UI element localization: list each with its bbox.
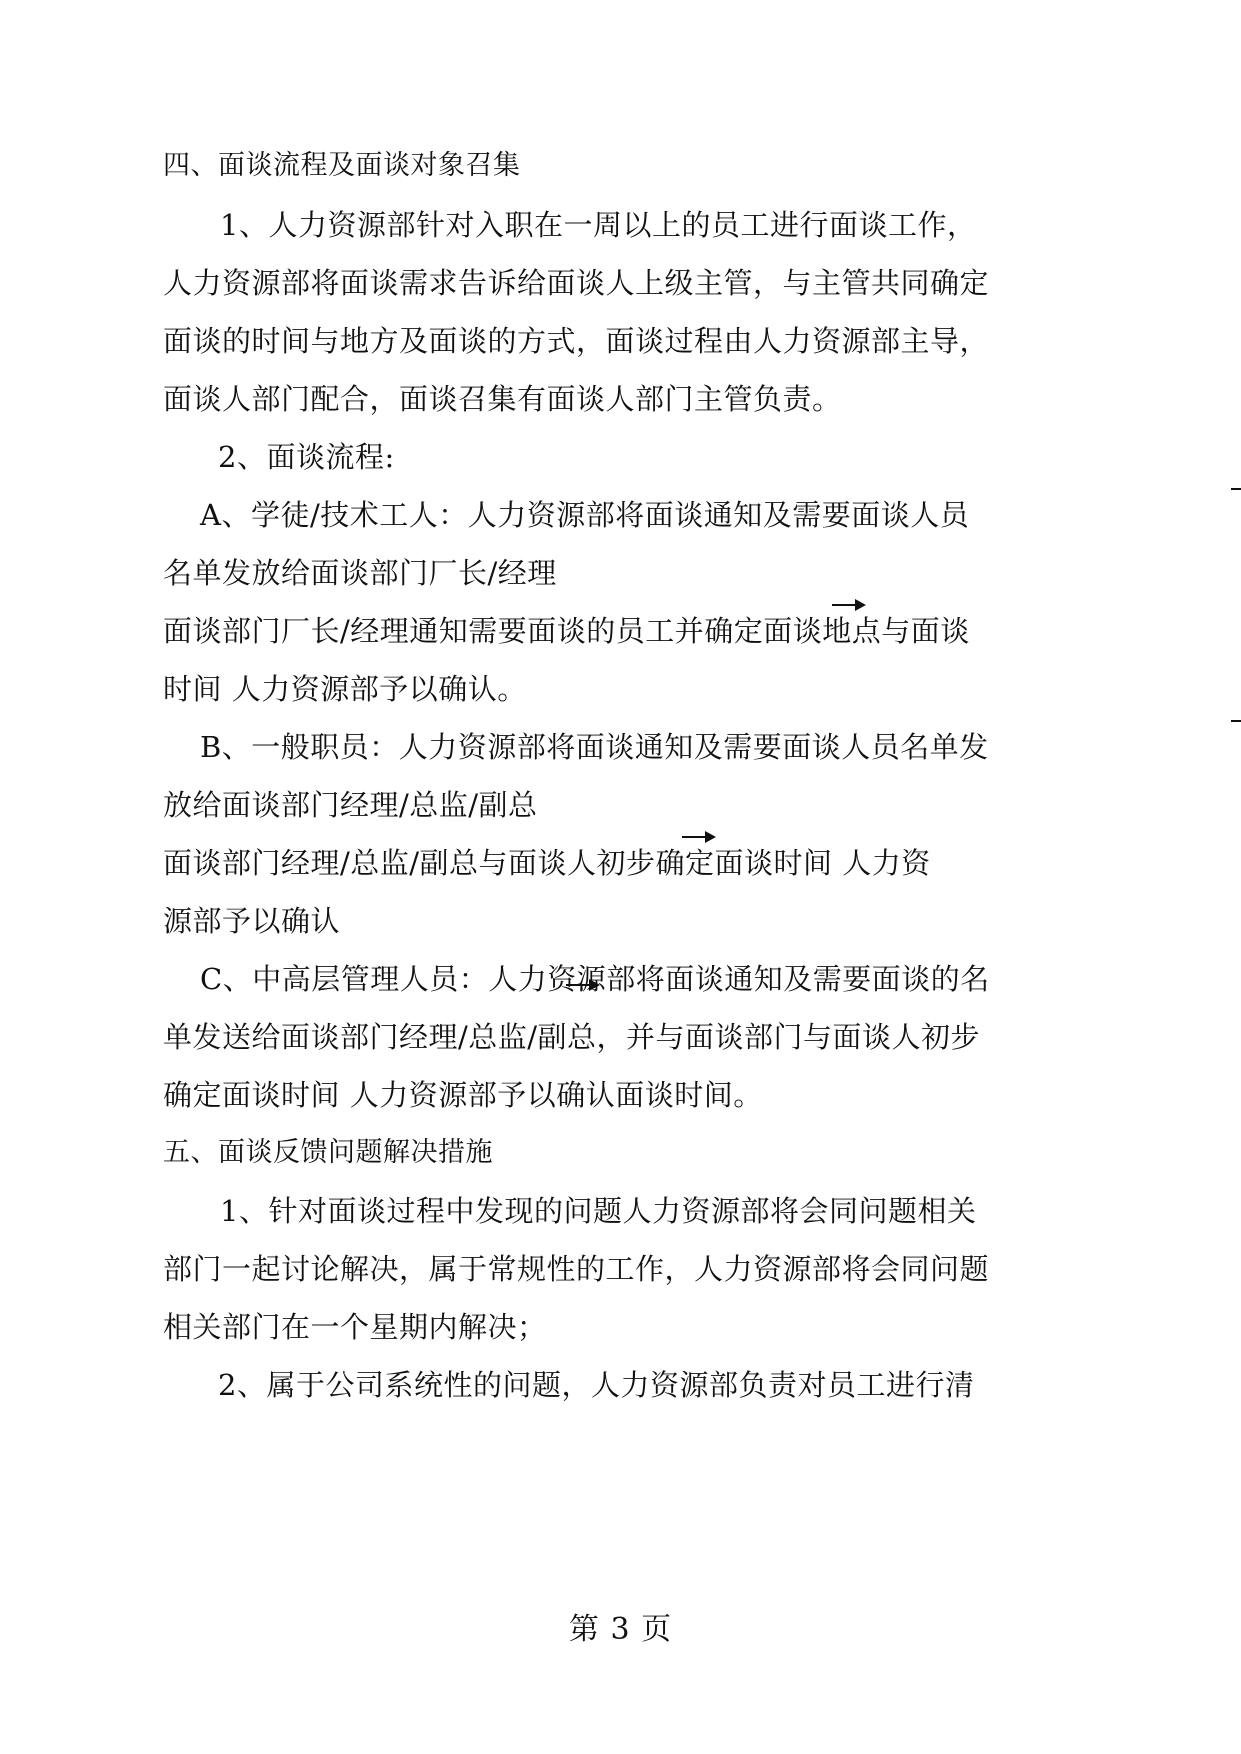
page-number: 第 3 页 — [568, 1612, 673, 1647]
section-5-heading: 五、面谈反馈问题解决措施 — [163, 1137, 493, 1168]
section-5-item-2-line-1: 2、属于公司系统性的问题，人力资源部负责对员工进行清 — [218, 1368, 975, 1402]
section-4-item-1-line-3: 面谈的时间与地方及面谈的方式，面谈过程由人力资源部主导， — [163, 324, 990, 358]
flow-c-line-1: C、中高层管理人员：人力资源部将面谈通知及需要面谈的名 — [200, 962, 990, 996]
flow-b-line-4: 源部予以确认 — [163, 904, 341, 938]
flow-a-line-2: 名单发放给面谈部门厂长/经理 — [163, 556, 557, 590]
flow-a-line-1: A、学徒/技术工人：人力资源部将面谈通知及需要面谈人员 — [200, 498, 970, 532]
edge-tick-mark — [1231, 720, 1241, 722]
section-4-item-1-line-4: 面谈人部门配合，面谈召集有面谈人部门主管负责。 — [163, 382, 842, 416]
flow-b-line-1: B、一般职员：人力资源部将面谈通知及需要面谈人员名单发 — [200, 730, 989, 764]
flow-b-line-2: 放给面谈部门经理/总监/副总 — [163, 788, 538, 822]
flow-b-line-3: 面谈部门经理/总监/副总与面谈人初步确定面谈时间 人力资 — [163, 846, 931, 880]
section-4-heading: 四、面谈流程及面谈对象召集 — [163, 150, 521, 181]
flow-b-arrow-icon — [682, 836, 714, 838]
section-5-item-1-line-2: 部门一起讨论解决，属于常规性的工作，人力资源部将会同问题 — [163, 1252, 990, 1286]
flow-a-line-3: 面谈部门厂长/经理通知需要面谈的员工并确定面谈地点与面谈 — [163, 614, 970, 648]
flow-a-line-4: 时间 人力资源部予以确认。 — [163, 672, 527, 706]
section-4-item-2-label: 2、面谈流程: — [218, 440, 395, 474]
edge-tick-mark — [1231, 488, 1241, 490]
section-4-item-1-line-1: 1、人力资源部针对入职在一周以上的员工进行面谈工作， — [220, 208, 977, 242]
flow-a-arrow-icon — [832, 604, 864, 606]
section-5-item-1-line-1: 1、针对面谈过程中发现的问题人力资源部将会同问题相关 — [220, 1194, 977, 1228]
section-4-item-1-line-2: 人力资源部将面谈需求告诉给面谈人上级主管，与主管共同确定 — [163, 266, 990, 300]
section-5-item-1-line-3: 相关部门在一个星期内解决； — [163, 1310, 547, 1344]
flow-c-line-2: 单发送给面谈部门经理/总监/副总，并与面谈部门与面谈人初步 — [163, 1020, 981, 1054]
flow-c-line-3: 确定面谈时间 人力资源部予以确认面谈时间。 — [163, 1078, 763, 1112]
